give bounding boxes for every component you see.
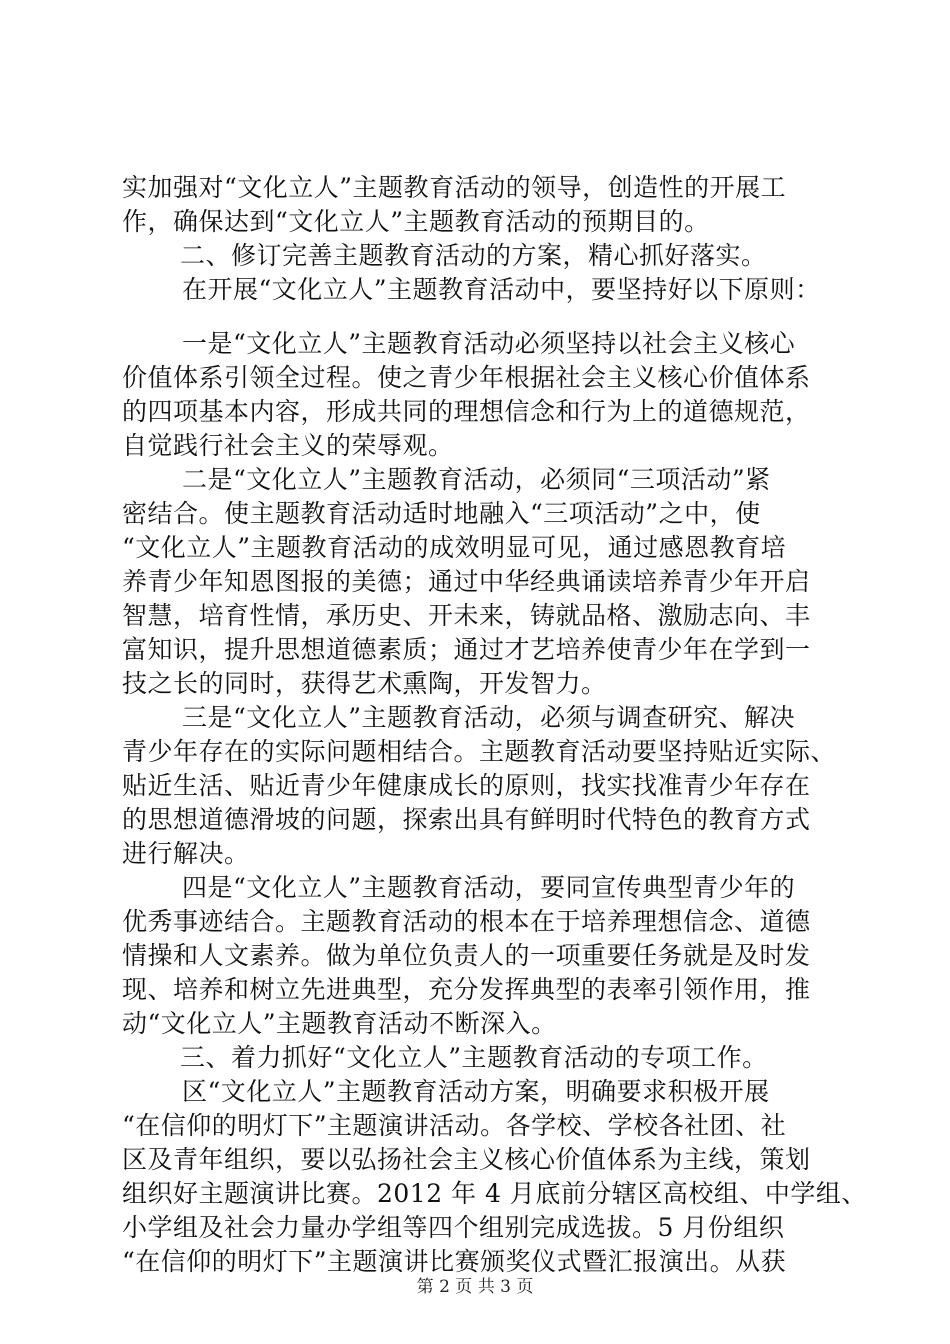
paragraph-line: 进行解决。 [122,839,250,868]
page-number-footer: 第 2 页 共 3 页 [416,1277,534,1297]
paragraph-line: 作，确保达到“文化立人”主题教育活动的预期目的。 [122,207,710,236]
paragraph-line: “在信仰的明灯下”主题演讲比赛颁奖仪式暨汇报演出。从获 [122,1247,787,1276]
paragraph-line: 养青少年知恩图报的美德；通过中华经典诵读培养青少年开启 [122,567,811,596]
paragraph-line: 的四项基本内容，形成共同的理想信念和行为上的道德规范， [122,397,811,426]
paragraph-line: 自觉践行社会主义的荣辱观。 [122,431,454,460]
paragraph-line: 技之长的同时，获得艺术熏陶，开发智力。 [122,669,607,698]
paragraph-line: 富知识，提升思想道德素质；通过才艺培养使青少年在学到一 [122,635,811,664]
paragraph-line: “文化立人”主题教育活动的成效明显可见，通过感恩教育培 [122,533,787,562]
paragraph-line: 情操和人文素养。做为单位负责人的一项重要任务就是及时发 [122,941,811,970]
paragraph-line: 价值体系引领全过程。使之青少年根据社会主义核心价值体系 [122,363,811,392]
paragraph-line: 区“文化立人”主题教育活动方案，明确要求积极开展 [182,1077,770,1106]
paragraph-line: 智慧，培育性情，承历史、开未来，铸就品格、激励志向、丰 [122,601,811,630]
paragraph-line: 现、培养和树立先进典型，充分发挥典型的表率引领作用，推 [122,975,811,1004]
paragraph-line: 动“文化立人”主题教育活动不断深入。 [122,1009,557,1038]
paragraph-line: 青少年存在的实际问题相结合。主题教育活动要坚持贴近实际、 [122,737,837,766]
paragraph-line: “在信仰的明灯下”主题演讲活动。各学校、学校各社团、社 [122,1111,787,1140]
paragraph-line: 密结合。使主题教育活动适时地融入“三项活动”之中，使 [122,499,761,528]
paragraph-line: 实加强对“文化立人”主题教育活动的领导，创造性的开展工 [122,173,787,202]
paragraph-line: 贴近生活、贴近青少年健康成长的原则，找实找准青少年存在 [122,771,811,800]
paragraph-line: 四是“文化立人”主题教育活动，要同宣传典型青少年的 [182,873,796,902]
section-heading: 三、着力抓好“文化立人”主题教育活动的专项工作。 [180,1043,768,1072]
paragraph-line: 一是“文化立人”主题教育活动必须坚持以社会主义核心 [182,329,796,358]
paragraph-line: 三是“文化立人”主题教育活动，必须与调查研究、解决 [182,703,796,732]
paragraph-line: 小学组及社会力量办学组等四个组别完成选拔。5 月份组织 [122,1213,785,1242]
paragraph-line: 二是“文化立人”主题教育活动，必须同“三项活动”紧 [182,465,771,494]
section-heading: 二、修订完善主题教育活动的方案，精心抓好落实。 [180,241,767,270]
paragraph-line: 的思想道德滑坡的问题，探索出具有鲜明时代特色的教育方式 [122,805,811,834]
paragraph-line: 在开展“文化立人”主题教育活动中，要坚持好以下原则： [182,275,821,304]
paragraph-line: 组织好主题演讲比赛。2012 年 4 月底前分辖区高校组、中学组、 [122,1179,867,1208]
paragraph-line: 区及青年组织，要以弘扬社会主义核心价值体系为主线，策划 [122,1145,811,1174]
paragraph-line: 优秀事迹结合。主题教育活动的根本在于培养理想信念、道德 [122,907,811,936]
